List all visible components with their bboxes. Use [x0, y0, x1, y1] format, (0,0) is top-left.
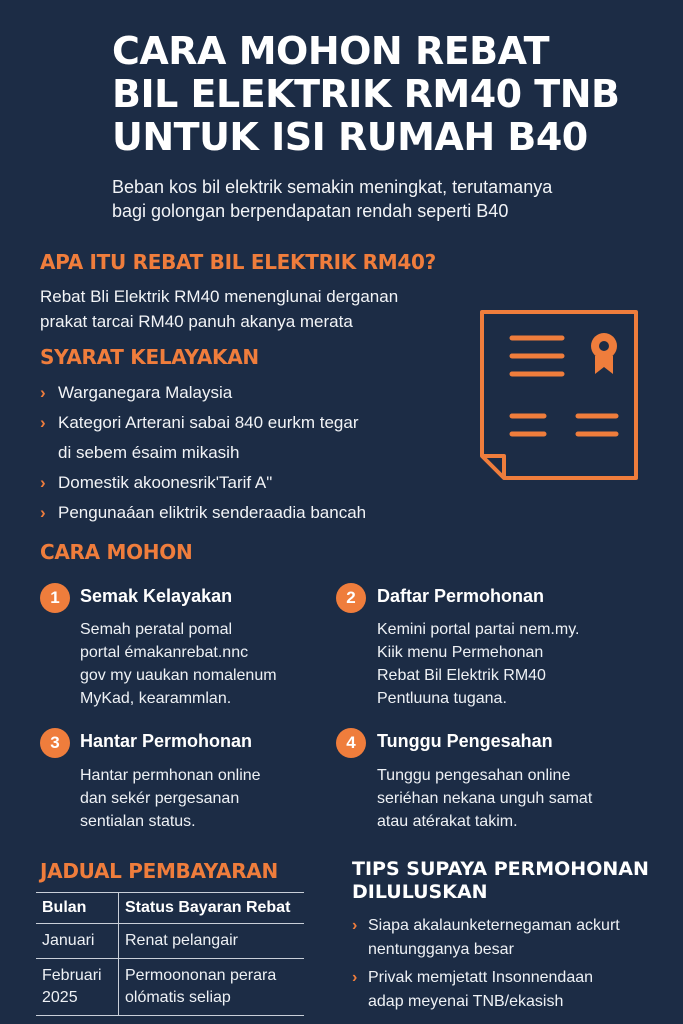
step-body: Hantar permhonan online dan sekér pergesanan sentialan status.	[80, 767, 261, 830]
list-item: › Warganegara Malaysia	[40, 378, 460, 408]
list-item: › Privak memjetatt Insonnendaan adap meyenai TNB/ekasish	[352, 966, 672, 1014]
step-number-badge: 3	[40, 728, 70, 758]
step-title: Semak Kelayakan	[80, 586, 233, 606]
column-header: Status Bayaran Rebat	[119, 893, 305, 924]
what-heading: APA ITU REBAT BIL ELEKTRIK RM40?	[40, 250, 436, 274]
column-header: Bulan	[36, 893, 119, 924]
eligibility-list	[40, 378, 460, 528]
table-cell: Februari 2025	[36, 959, 119, 1016]
schedule-heading: JADUAL PEMBAYARAN	[40, 859, 278, 883]
document-certificate-icon	[478, 308, 642, 482]
chevron-right-icon: ›	[40, 473, 46, 492]
chevron-right-icon: ›	[352, 917, 358, 934]
table-cell: Permoononan perara olómatis seliap	[119, 959, 305, 1016]
intro-text: Beban kos bil elektrik semakin meningkat, terutamanya bagi golongan berpendapatan rendah seperti B40	[112, 177, 553, 221]
step-title: Daftar Permohonan	[377, 586, 545, 606]
schedule-table	[36, 892, 304, 1016]
chevron-right-icon: ›	[40, 383, 46, 402]
step-title: Tunggu Pengesahan	[377, 731, 553, 751]
chevron-right-icon: ›	[40, 503, 46, 522]
table-cell: Renat pelangair	[119, 924, 305, 959]
page-title: CARA MOHON REBAT BIL ELEKTRIK RM40 TNB UNTUK ISI RUMAH B40	[112, 29, 620, 159]
list-item: › Domestik akoonesrik'Tarif A"	[40, 468, 460, 498]
list-item: › Pengunaáan eliktrik senderaadia bancah	[40, 498, 460, 528]
tips-heading: TIPS SUPAYA PERMOHONAN DILULUSKAN	[352, 858, 649, 903]
list-item: › Siapa akalaunketernegaman ackurt nentungganya besar	[352, 914, 672, 962]
table-row	[36, 924, 304, 959]
list-item: › Kategori Arterani sabai 840 eurkm tegar di sebem ésaim mikasih	[40, 408, 460, 468]
step-body: Kemini portal partai nem.my. Kiik menu Permehonan Rebat Bil Elektrik RM40 Pentluuna tugana.	[377, 621, 580, 707]
what-body: Rebat Bli Elektrik RM40 menenglunai derganan prakat tarcai RM40 panuh akanya merata	[40, 287, 399, 331]
tips-list	[352, 914, 672, 1018]
step-number-badge: 4	[336, 728, 366, 758]
step-number-badge: 2	[336, 583, 366, 613]
table-cell: Januari	[36, 924, 119, 959]
eligibility-heading: SYARAT KELAYAKAN	[40, 345, 259, 369]
table-header-row	[36, 893, 304, 924]
chevron-right-icon: ›	[352, 969, 358, 986]
step-title: Hantar Permohonan	[80, 731, 253, 751]
chevron-right-icon: ›	[40, 413, 46, 432]
table-row	[36, 959, 304, 1016]
apply-heading: CARA MOHON	[40, 540, 193, 564]
step-body: Semah peratal pomal portal émakanrebat.nnc gov my uaukan nomalenum MyKad, kearammlan.	[80, 621, 277, 707]
step-number-badge: 1	[40, 583, 70, 613]
step-body: Tunggu pengesahan online seriéhan nekana unguh samat atau atérakat takim.	[377, 767, 593, 830]
